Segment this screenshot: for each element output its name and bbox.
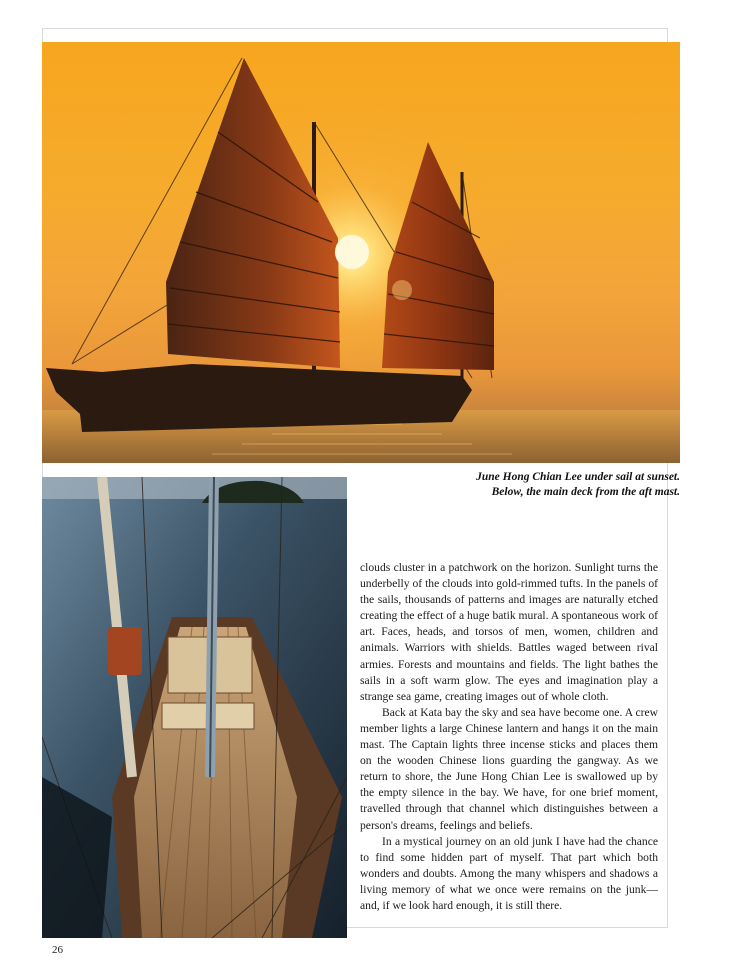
photo-caption (380, 470, 680, 500)
page-number: 26 (52, 944, 63, 956)
deck-illustration (42, 477, 347, 938)
photo-junk-at-sunset (42, 42, 680, 463)
article-paragraph-1: clouds cluster in a patchwork on the horizon. Sunlight turns the underbelly of the clouds into gold-rimmed tufts. In the panels of the sails, thousands of patterns and images are naturally etched creating the effect of a huge batik mural. A spontaneous work of art. Faces, heads, and torsos of men, women, children and animals. Warriors with shields. Battles waged between rival armies. Forests and mountains and fields. The light bathes the sails in a soft warm glow. The eyes and imagination play a strange sea game, creating images out of whole cloth. (360, 561, 658, 703)
article-body (360, 560, 658, 914)
caption-line-2: Below, the main deck from the aft mast. (491, 486, 680, 498)
hull-silhouette (46, 364, 472, 432)
article-paragraph-3: In a mystical journey on an old junk I have had the chance to find some hidden part of myself. That part which both wonders and doubts. Among the many whispers and shadows a living memory of what we once were remains on the junk—and, if we look hard enough, it is still there. (360, 834, 658, 912)
junk-sunset-illustration (42, 42, 680, 463)
article-paragraph-2: Back at Kata bay the sky and sea have become one. A crew member lights a large Chinese lantern and hangs it on the main mast. The Captain lights three incense sticks and places them on the wooden Chinese lions guarding the gangway. As we return to shore, the June Hong Chian Lee is swallowed up by the empty silence in the bay. We have, for one brief moment, travelled through that channel which distinguishes between a person's dreams, feelings and beliefs. (360, 705, 658, 832)
photo-main-deck (42, 477, 347, 938)
caption-line-1: June Hong Chian Lee under sail at sunset. (476, 471, 680, 483)
sun (335, 235, 369, 269)
